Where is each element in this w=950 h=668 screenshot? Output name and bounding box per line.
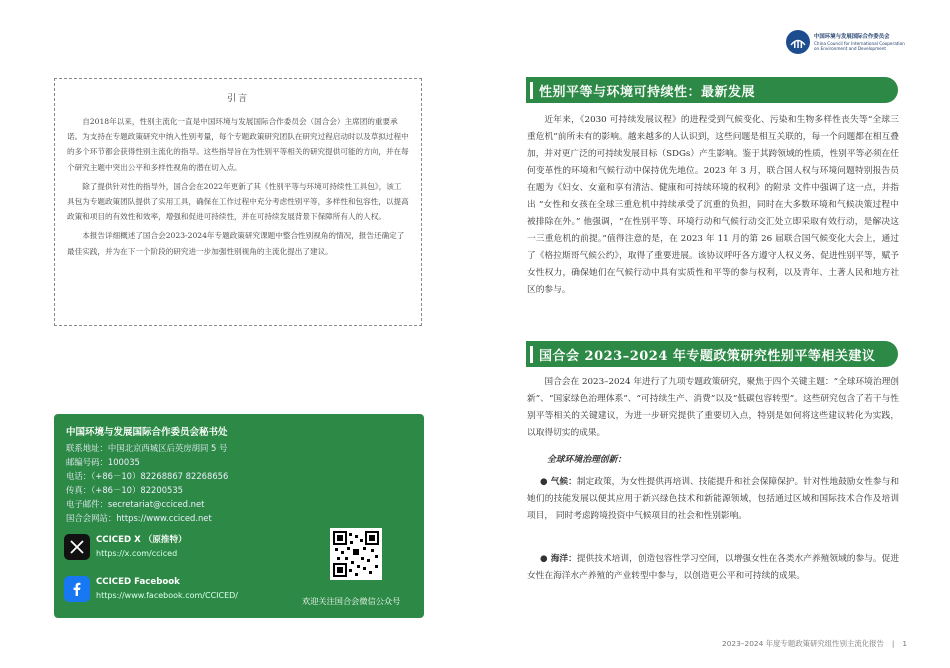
bullet-ocean-text: 提供技术培训，创造包容性学习空间，以增强女性在各类水产养殖领域的参与。促进女性在海洋水产养殖的产业转型中参与，以创造更公平和可持续的成果。 xyxy=(527,554,900,581)
facebook-account-url[interactable]: https://www.facebook.com/CCICED/ xyxy=(96,591,239,600)
contact-website[interactable]: 国合会网站：https://www.cciced.net xyxy=(66,512,212,523)
banner-accent-bar xyxy=(530,82,533,99)
footer-report-title: 2023–2024 年度专题政策研究组性别主流化报告 xyxy=(722,639,884,648)
section-2-banner xyxy=(526,341,898,367)
qr-caption: 欢迎关注国合会微信公众号 xyxy=(302,596,401,606)
cciced-logo xyxy=(786,30,905,54)
x-account-url[interactable]: https://x.com/cciced xyxy=(96,549,178,558)
facebook-logo-icon xyxy=(64,576,90,602)
social-facebook[interactable] xyxy=(64,576,238,602)
section-2-subheading: 全球环境治理创新： xyxy=(547,455,627,465)
intro-paragraph-1: 自2018年以来，性别主流化一直是中国环境与发展国际合作委员会（国合会）主席团的重要承诺。为支持在专题政策研究中纳入性别考量，每个专题政策研究团队在研究过程启动时以及草拟过程中的多个环节都会获得性别主流化的指导。这些指导旨在为性别平等相关的研究提供可能的方向，并在每个研究主题中突出公平和多样性视角的潜在切入点。 xyxy=(67,117,409,172)
section-1-banner xyxy=(526,77,898,103)
intro-paragraph-2: 除了提供针对性的指导外，国合会在2022年更新了其《性别平等与环境可持续性工具包》，该工具包为专题政策团队提供了实用工具，确保在工作过程中充分考虑性别平等，多样性和包容性，以提高政策和项目的有效性和效率，增强和促进可持续性，并在可持续发展背景下保障所有人的人权。 xyxy=(67,181,409,222)
intro-paragraph-3: 本报告详细概述了国合会2023-2024年专题政策研究课题中整合性别视角的情况，报告还确定了最佳实践，并为在下一个阶段的研究进一步加强性别视角的主流化提出了建议。 xyxy=(67,231,405,256)
contact-title: 中国环境与发展国际合作委员会秘书处 xyxy=(66,427,228,438)
social-x[interactable] xyxy=(64,534,187,560)
x-account-name: CCICED X （原推特） xyxy=(96,535,187,545)
bullet-ocean xyxy=(527,551,899,585)
page-number: 1 xyxy=(902,639,908,648)
logo-cn-text: 中国环境与发展国际合作委员会 xyxy=(814,33,890,40)
section-2-paragraph: 国合会在 2023–2024 年进行了九项专题政策研究，聚焦于四个关键主题：“全球环境治理创新”、“国家绿色治理体系”、“可持续生产、消费”以及“低碳包容转型”。这些研究包含了若干与性别平等相关的关键建议，为进一步研究提供了重要切入点，特别是如何将这些建议转化为实践，以取得切实的成果。 xyxy=(527,377,899,438)
bullet-climate-label: 气候： xyxy=(550,477,577,487)
x-logo-icon xyxy=(64,534,90,560)
contact-address: 联系地址：中国北京西城区后英房胡同 5 号 xyxy=(66,443,228,453)
banner-accent-bar xyxy=(530,346,533,363)
intro-title: 引言 xyxy=(226,94,249,104)
section-1-paragraph: 近年来，《2030 可持续发展议程》的进程受到气候变化、污染和生物多样性丧失等“全球三重危机”前所未有的影响。越来越多的人认识到，这些问题是相互关联的，每一个问题都在相互叠加，并对更广泛的可持续发展目标（SDGs）产生影响。鉴于其跨领域的性质，性别平等必须在任何变革性的环境和气候行动中保持优先地位。2023 年 3 月，联合国人权与环境问题特别报告员在题为《妇女、女童和享有清洁、健康和可持续环境的权利》的附录 文件中强调了这一点，并指出 “女性和女孩在全球三重危机中持续承受了沉重的负担，同时在大多数环境和气候决策过程中被排除在外。” 他强调，“在性别平等、环境行动和气候行动交汇处立即采取有效行动，是解决这一三重危机的前提。”值得注意的是，在 2023 年 11 月的第 26 届联合国气候变化大会上，通过了《格拉斯哥气候公约》，取得了重要进展。该协议呼吁各方遵守人权义务、促进性别平等，赋予女性权力，确保她们在气候行动中具有实质性和平等的参与权利，以及青年、土著人民和地方社区的参与。 xyxy=(527,115,899,295)
logo-en-text-1: China Council for International Cooperation xyxy=(814,40,905,46)
bullet-ocean-label: 海洋： xyxy=(550,554,577,564)
bullet-climate-text: 制定政策，为女性提供再培训、技能提升和社会保障保护。针对性地鼓励女性参与和她们的技能发展以便其应用于新兴绿色技术和新能源领域，包括通过区域和国际技术合作及培训项目， 同时考虑跨境投资中气候项目的社会和性别影响。 xyxy=(527,477,900,521)
wechat-qr-code-icon xyxy=(330,528,382,580)
footer-separator: | xyxy=(891,639,895,648)
contact-phone: 电话：（+86－10）82268867 82268656 xyxy=(66,470,229,481)
logo-en-text-2: on Environment and Development xyxy=(814,45,887,51)
cciced-emblem-icon xyxy=(786,30,810,54)
intro-box xyxy=(54,78,422,326)
page-footer xyxy=(722,638,907,649)
bullet-dot-icon: ● xyxy=(540,477,551,487)
contact-fax: 传真：（+86－10）82200535 xyxy=(66,484,184,495)
contact-email[interactable]: 电子邮件：secretariat@cciced.net xyxy=(66,498,205,509)
bullet-dot-icon: ● xyxy=(540,554,551,564)
bullet-climate xyxy=(527,474,899,525)
section-1-title: 性别平等与环境可持续性：最新发展 xyxy=(539,84,756,100)
facebook-account-name: CCICED Facebook xyxy=(96,577,180,587)
contact-panel xyxy=(54,414,424,618)
section-2-title: 国合会 2023–2024 年专题政策研究性别平等相关建议 xyxy=(539,348,876,364)
contact-postcode: 邮编号码：100035 xyxy=(66,456,140,467)
